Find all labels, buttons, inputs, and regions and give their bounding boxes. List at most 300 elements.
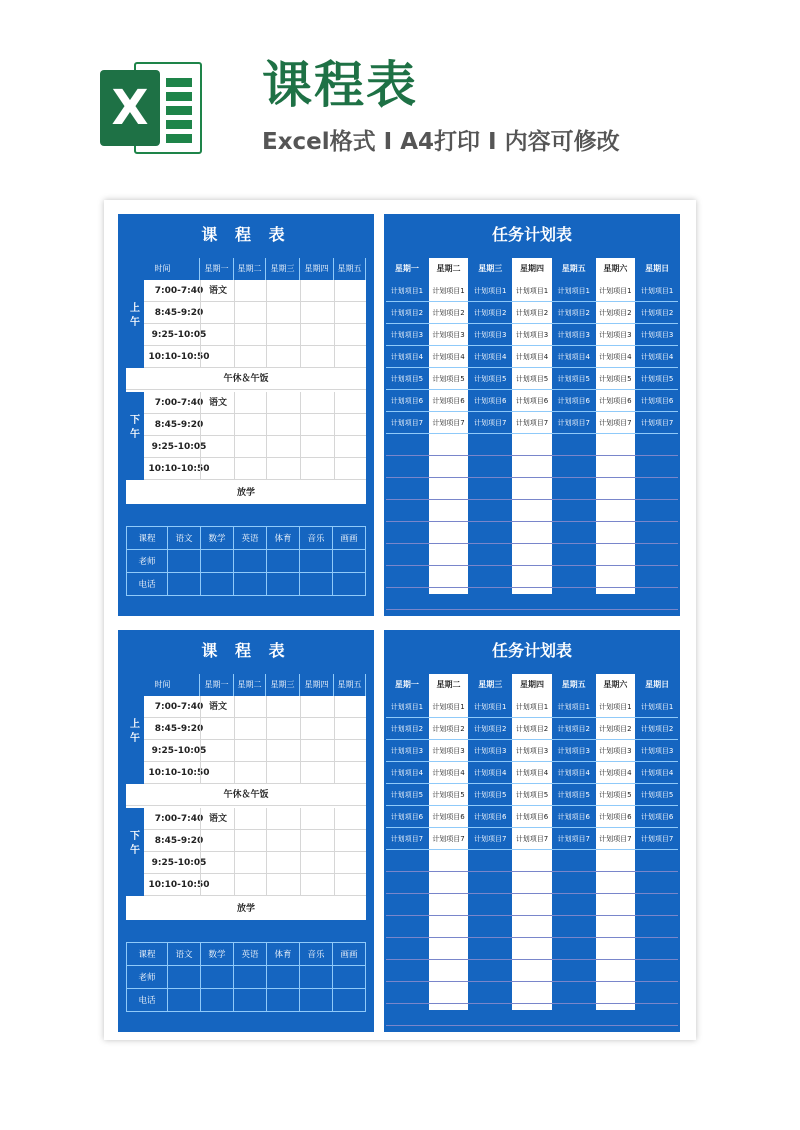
task-day-header: 星期三 — [478, 264, 503, 273]
task-item[interactable]: 计划项目4 — [390, 769, 424, 777]
task-item[interactable]: 计划项目3 — [599, 747, 632, 755]
task-row-divider — [386, 981, 678, 982]
task-item[interactable]: 计划项目5 — [515, 791, 549, 799]
subject-header-cell: 数学 — [201, 527, 234, 550]
task-item[interactable]: 计划项目7 — [515, 835, 549, 843]
task-item[interactable]: 计划项目5 — [557, 375, 590, 383]
task-item[interactable]: 计划项目2 — [390, 309, 424, 317]
schedule-header-cell: 星期四 — [300, 674, 334, 696]
task-item[interactable]: 计划项目1 — [557, 703, 590, 711]
schedule-cell[interactable] — [334, 874, 366, 896]
task-item[interactable]: 计划项目5 — [557, 791, 590, 799]
task-item[interactable]: 计划项目3 — [640, 747, 674, 755]
task-row-divider — [386, 827, 678, 828]
task-item[interactable]: 计划项目7 — [474, 835, 507, 843]
teacher-table-cell[interactable] — [267, 989, 300, 1012]
schedule-header-row — [126, 674, 366, 696]
task-item[interactable]: 计划项目3 — [432, 747, 465, 755]
task-item[interactable]: 计划项目7 — [640, 835, 674, 843]
schedule-cell[interactable] — [300, 458, 334, 480]
time-slot: 7:00-7:40 — [154, 286, 204, 296]
schedule-cell[interactable] — [266, 346, 300, 368]
task-item[interactable]: 计划项目5 — [474, 375, 507, 383]
schedule-cell[interactable] — [234, 696, 266, 718]
schedule-cell-subject[interactable]: 语文 — [200, 696, 234, 718]
task-item[interactable]: 计划项目2 — [640, 725, 674, 733]
task-item[interactable]: 计划项目7 — [474, 419, 507, 427]
task-item[interactable]: 计划项目2 — [474, 725, 507, 733]
schedule-cell[interactable] — [200, 436, 234, 458]
schedule-header-cell: 星期三 — [266, 258, 300, 280]
schedule-cell[interactable] — [300, 740, 334, 762]
teacher-table-cell[interactable] — [267, 550, 300, 573]
schedule-cell[interactable] — [234, 458, 266, 480]
task-item[interactable]: 计划项目4 — [474, 353, 507, 361]
schedule-row — [144, 302, 366, 324]
time-slot: 10:10-10:50 — [148, 880, 210, 890]
task-item[interactable]: 计划项目3 — [474, 331, 507, 339]
task-item[interactable]: 计划项目2 — [599, 725, 632, 733]
task-plan-panel — [384, 630, 680, 1032]
schedule-cell[interactable] — [334, 302, 366, 324]
schedule-cell[interactable] — [266, 324, 300, 346]
time-slot: 10:10-10:50 — [148, 352, 210, 362]
schedule-header-cell: 星期五 — [334, 258, 366, 280]
schedule-cell[interactable] — [300, 436, 334, 458]
task-row-divider — [386, 893, 678, 894]
task-item[interactable]: 计划项目7 — [557, 835, 590, 843]
task-item[interactable]: 计划项目7 — [390, 835, 424, 843]
schedule-cell[interactable] — [334, 324, 366, 346]
task-item[interactable]: 计划项目7 — [432, 835, 465, 843]
schedule-panel — [118, 630, 374, 1032]
schedule-header-cell: 星期四 — [300, 258, 334, 280]
schedule-header-cell: 星期一 — [200, 258, 234, 280]
task-item[interactable]: 计划项目7 — [557, 419, 590, 427]
teacher-table-row-label: 老师 — [127, 966, 168, 989]
period-label — [126, 696, 144, 784]
task-item[interactable]: 计划项目6 — [515, 813, 549, 821]
task-item[interactable]: 计划项目5 — [390, 375, 424, 383]
teacher-table — [126, 942, 366, 1008]
task-day-header: 星期二 — [436, 264, 461, 273]
teacher-table-cell[interactable] — [234, 573, 267, 596]
teacher-table-cell[interactable] — [168, 966, 201, 989]
schedule-header-cell: 星期三 — [266, 674, 300, 696]
task-item[interactable]: 计划项目4 — [599, 353, 632, 361]
schedule-cell[interactable] — [300, 808, 334, 830]
teacher-table-cell[interactable] — [201, 550, 234, 573]
task-row-divider — [386, 609, 678, 610]
task-item[interactable]: 计划项目2 — [432, 309, 465, 317]
period-label-char: 午 — [130, 733, 140, 744]
schedule-cell[interactable] — [334, 696, 366, 718]
teacher-table-cell[interactable] — [234, 550, 267, 573]
period-label-char: 午 — [130, 429, 140, 440]
task-item[interactable]: 计划项目1 — [474, 287, 507, 295]
teacher-table-cell[interactable] — [300, 966, 333, 989]
task-item[interactable]: 计划项目7 — [640, 419, 674, 427]
schedule-cell[interactable] — [234, 830, 266, 852]
task-item[interactable]: 计划项目2 — [515, 309, 549, 317]
schedule-cell[interactable] — [300, 718, 334, 740]
task-item[interactable]: 计划项目3 — [515, 331, 549, 339]
schedule-cell[interactable] — [200, 718, 234, 740]
task-item[interactable]: 计划项目2 — [557, 725, 590, 733]
schedule-cell[interactable] — [266, 414, 300, 436]
task-item[interactable]: 计划项目6 — [432, 397, 465, 405]
task-row-divider — [386, 433, 678, 434]
task-item[interactable]: 计划项目3 — [390, 747, 424, 755]
time-slot: 9:25-10:05 — [151, 330, 207, 340]
schedule-cell-subject[interactable]: 语文 — [200, 392, 234, 414]
task-plan-grid — [386, 674, 678, 1010]
task-row-divider — [386, 455, 678, 456]
subject-header-cell: 体育 — [267, 527, 300, 550]
teacher-table-cell[interactable] — [267, 573, 300, 596]
task-item[interactable]: 计划项目3 — [390, 331, 424, 339]
task-item[interactable]: 计划项目5 — [432, 791, 465, 799]
task-item[interactable]: 计划项目1 — [390, 703, 424, 711]
schedule-cell[interactable] — [200, 830, 234, 852]
schedule-row — [144, 436, 366, 458]
task-row-divider — [386, 915, 678, 916]
schedule-cell[interactable] — [334, 346, 366, 368]
task-item[interactable]: 计划项目5 — [640, 375, 674, 383]
task-item[interactable]: 计划项目6 — [515, 397, 549, 405]
task-item[interactable]: 计划项目4 — [474, 769, 507, 777]
task-row-divider — [386, 587, 678, 588]
time-slot: 8:45-9:20 — [154, 420, 204, 430]
task-row-divider — [386, 367, 678, 368]
task-row-divider — [386, 849, 678, 850]
lunch-break-row: 午休＆午饭 — [126, 368, 366, 390]
schedule-cell[interactable] — [234, 874, 266, 896]
period-label-char: 午 — [130, 845, 140, 856]
schedule-cell[interactable] — [334, 392, 366, 414]
time-slot: 8:45-9:20 — [154, 308, 204, 318]
task-item[interactable]: 计划项目2 — [640, 309, 674, 317]
task-item[interactable]: 计划项目2 — [515, 725, 549, 733]
schedule-cell[interactable] — [334, 808, 366, 830]
schedule-cell[interactable] — [300, 302, 334, 324]
task-row-divider — [386, 323, 678, 324]
schedule-cell[interactable] — [200, 874, 234, 896]
teacher-table-cell[interactable] — [333, 573, 366, 596]
schedule-grid — [126, 674, 366, 920]
schedule-cell[interactable] — [234, 280, 266, 302]
teacher-table-row-label: 电话 — [127, 989, 168, 1012]
schedule-cell[interactable] — [234, 436, 266, 458]
task-item[interactable]: 计划项目2 — [390, 725, 424, 733]
page-header — [0, 0, 800, 200]
task-item[interactable]: 计划项目1 — [557, 287, 590, 295]
task-item[interactable]: 计划项目4 — [390, 353, 424, 361]
schedule-cell[interactable] — [334, 762, 366, 784]
period-label — [126, 808, 144, 896]
task-item[interactable]: 计划项目4 — [557, 353, 590, 361]
schedule-cell[interactable] — [234, 718, 266, 740]
schedule-cell[interactable] — [200, 346, 234, 368]
task-item[interactable]: 计划项目4 — [557, 769, 590, 777]
teacher-table-row-label: 课程 — [127, 527, 168, 550]
schedule-cell[interactable] — [266, 874, 300, 896]
task-day-header: 星期四 — [519, 680, 544, 689]
task-item[interactable]: 计划项目5 — [515, 375, 549, 383]
task-row-divider — [386, 345, 678, 346]
teacher-table-cell[interactable] — [168, 573, 201, 596]
schedule-cell[interactable] — [200, 458, 234, 480]
task-day-header: 星期二 — [436, 680, 461, 689]
schedule-cell[interactable] — [234, 346, 266, 368]
schedule-cell[interactable] — [234, 852, 266, 874]
schedule-cell[interactable] — [300, 414, 334, 436]
schedule-cell[interactable] — [234, 740, 266, 762]
task-item[interactable]: 计划项目6 — [599, 397, 632, 405]
teacher-table-cell[interactable] — [201, 989, 234, 1012]
teacher-table-cell[interactable] — [267, 966, 300, 989]
task-item[interactable]: 计划项目1 — [432, 287, 465, 295]
task-item[interactable]: 计划项目1 — [515, 287, 549, 295]
subject-header-cell: 语文 — [168, 527, 201, 550]
task-item[interactable]: 计划项目7 — [599, 419, 632, 427]
task-item[interactable]: 计划项目1 — [432, 703, 465, 711]
task-plan-grid — [386, 258, 678, 594]
schedule-cell[interactable] — [266, 458, 300, 480]
schedule-cell[interactable] — [234, 392, 266, 414]
schedule-cell[interactable] — [300, 696, 334, 718]
schedule-cell[interactable] — [300, 346, 334, 368]
task-item[interactable]: 计划项目4 — [515, 353, 549, 361]
task-item[interactable]: 计划项目3 — [474, 747, 507, 755]
schedule-cell[interactable] — [334, 436, 366, 458]
schedule-cell[interactable] — [200, 852, 234, 874]
teacher-table-cell[interactable] — [234, 966, 267, 989]
schedule-cell[interactable] — [200, 740, 234, 762]
task-item[interactable]: 计划项目5 — [599, 791, 632, 799]
task-item[interactable]: 计划项目2 — [432, 725, 465, 733]
schedule-cell[interactable] — [334, 740, 366, 762]
task-item[interactable]: 计划项目3 — [599, 331, 632, 339]
task-item[interactable]: 计划项目2 — [557, 309, 590, 317]
time-slot: 7:00-7:40 — [154, 398, 204, 408]
task-item[interactable]: 计划项目5 — [599, 375, 632, 383]
schedule-row — [144, 740, 366, 762]
task-plan-title: 任务计划表 — [491, 641, 572, 660]
task-item[interactable]: 计划项目7 — [515, 419, 549, 427]
teacher-table-cell[interactable] — [201, 573, 234, 596]
task-item[interactable]: 计划项目4 — [432, 353, 465, 361]
task-row-divider — [386, 761, 678, 762]
task-day-header: 星期一 — [394, 264, 419, 273]
schedule-cell[interactable] — [334, 458, 366, 480]
schedule-cell[interactable] — [334, 830, 366, 852]
task-item[interactable]: 计划项目1 — [640, 703, 674, 711]
subject-header-cell: 音乐 — [300, 943, 333, 966]
teacher-table-cell[interactable] — [300, 550, 333, 573]
task-day-header: 星期五 — [561, 680, 586, 689]
schedule-cell[interactable] — [200, 414, 234, 436]
task-item[interactable]: 计划项目4 — [599, 769, 632, 777]
schedule-row — [144, 280, 366, 302]
schedule-cell[interactable] — [334, 280, 366, 302]
task-item[interactable]: 计划项目3 — [557, 331, 590, 339]
period-label-char: 午 — [130, 317, 140, 328]
task-item[interactable]: 计划项目1 — [640, 287, 674, 295]
task-day-header: 星期日 — [645, 680, 670, 689]
schedule-row — [144, 874, 366, 896]
schedule-cell[interactable] — [300, 874, 334, 896]
schedule-cell[interactable] — [234, 762, 266, 784]
schedule-cell[interactable] — [266, 718, 300, 740]
subject-header-cell: 英语 — [234, 527, 267, 550]
period-label — [126, 280, 144, 368]
schedule-cell-subject[interactable]: 语文 — [200, 280, 234, 302]
teacher-table-cell[interactable] — [333, 550, 366, 573]
task-item[interactable]: 计划项目6 — [557, 813, 590, 821]
time-slot: 10:10-10:50 — [148, 768, 210, 778]
schedule-cell[interactable] — [200, 324, 234, 346]
teacher-table-row-label: 课程 — [127, 943, 168, 966]
task-item[interactable]: 计划项目1 — [599, 287, 632, 295]
task-item[interactable]: 计划项目7 — [390, 419, 424, 427]
schedule-cell[interactable] — [266, 830, 300, 852]
schedule-header-row — [126, 258, 366, 280]
schedule-cell[interactable] — [300, 280, 334, 302]
schedule-cell[interactable] — [266, 436, 300, 458]
task-row-divider — [386, 565, 678, 566]
task-item[interactable]: 计划项目3 — [640, 331, 674, 339]
task-item[interactable]: 计划项目2 — [599, 309, 632, 317]
subject-header-cell: 音乐 — [300, 527, 333, 550]
teacher-table-row-label: 老师 — [127, 550, 168, 573]
task-row-divider — [386, 783, 678, 784]
schedule-cell[interactable] — [300, 830, 334, 852]
task-item[interactable]: 计划项目7 — [432, 419, 465, 427]
task-item[interactable]: 计划项目1 — [515, 703, 549, 711]
task-item[interactable]: 计划项目3 — [432, 331, 465, 339]
schedule-row — [144, 414, 366, 436]
teacher-table-cell[interactable] — [168, 550, 201, 573]
task-item[interactable]: 计划项目7 — [599, 835, 632, 843]
schedule-cell[interactable] — [200, 762, 234, 784]
task-day-header: 星期六 — [603, 264, 628, 273]
schedule-cell[interactable] — [266, 392, 300, 414]
teacher-table-cell[interactable] — [201, 966, 234, 989]
task-item[interactable]: 计划项目3 — [557, 747, 590, 755]
task-item[interactable]: 计划项目3 — [515, 747, 549, 755]
task-item[interactable]: 计划项目5 — [640, 791, 674, 799]
task-item[interactable]: 计划项目6 — [640, 813, 674, 821]
task-plan-panel — [384, 214, 680, 616]
schedule-row — [144, 324, 366, 346]
teacher-table-cell[interactable] — [300, 573, 333, 596]
task-item[interactable]: 计划项目6 — [557, 397, 590, 405]
schedule-header-cell: 星期一 — [200, 674, 234, 696]
task-item[interactable]: 计划项目5 — [390, 791, 424, 799]
schedule-cell[interactable] — [266, 762, 300, 784]
schedule-cell[interactable] — [266, 852, 300, 874]
time-slot: 8:45-9:20 — [154, 724, 204, 734]
period-label-char: 下 — [130, 831, 140, 842]
task-row-divider — [386, 499, 678, 500]
time-slot: 8:45-9:20 — [154, 836, 204, 846]
schedule-cell[interactable] — [234, 324, 266, 346]
teacher-table-cell[interactable] — [300, 989, 333, 1012]
schedule-cell[interactable] — [300, 324, 334, 346]
task-day-header: 星期四 — [519, 264, 544, 273]
schedule-grid — [126, 258, 366, 504]
schedule-cell[interactable] — [266, 740, 300, 762]
period-label-char: 上 — [130, 719, 140, 730]
task-item[interactable]: 计划项目6 — [640, 397, 674, 405]
schedule-cell[interactable] — [334, 414, 366, 436]
schedule-cell[interactable] — [334, 718, 366, 740]
task-item[interactable]: 计划项目5 — [474, 791, 507, 799]
task-item[interactable]: 计划项目4 — [432, 769, 465, 777]
task-row-divider — [386, 937, 678, 938]
teacher-table-cell[interactable] — [333, 989, 366, 1012]
time-slot: 7:00-7:40 — [154, 702, 204, 712]
dismissal-row: 放学 — [236, 488, 255, 498]
task-item[interactable]: 计划项目6 — [474, 397, 507, 405]
schedule-cell[interactable] — [266, 280, 300, 302]
task-item[interactable]: 计划项目4 — [515, 769, 549, 777]
schedule-cell-subject[interactable]: 语文 — [200, 808, 234, 830]
schedule-cell[interactable] — [234, 414, 266, 436]
task-item[interactable]: 计划项目6 — [474, 813, 507, 821]
schedule-cell[interactable] — [200, 302, 234, 324]
schedule-cell[interactable] — [266, 808, 300, 830]
task-item[interactable]: 计划项目5 — [432, 375, 465, 383]
task-item[interactable]: 计划项目6 — [390, 813, 424, 821]
task-item[interactable]: 计划项目4 — [640, 769, 674, 777]
task-item[interactable]: 计划项目1 — [474, 703, 507, 711]
teacher-table-cell[interactable] — [234, 989, 267, 1012]
task-item[interactable]: 计划项目1 — [599, 703, 632, 711]
task-item[interactable]: 计划项目2 — [474, 309, 507, 317]
teacher-table-cell[interactable] — [333, 966, 366, 989]
schedule-cell[interactable] — [234, 808, 266, 830]
schedule-cell[interactable] — [266, 696, 300, 718]
schedule-cell[interactable] — [266, 302, 300, 324]
time-slot: 9:25-10:05 — [151, 442, 207, 452]
dismissal-row: 放学 — [236, 904, 255, 914]
teacher-table-cell[interactable] — [168, 989, 201, 1012]
task-item[interactable]: 计划项目6 — [390, 397, 424, 405]
time-slot: 7:00-7:40 — [154, 814, 204, 824]
period-label — [126, 392, 144, 480]
task-item[interactable]: 计划项目6 — [432, 813, 465, 821]
task-item[interactable]: 计划项目1 — [390, 287, 424, 295]
task-day-header: 星期日 — [645, 264, 670, 273]
task-row-divider — [386, 301, 678, 302]
schedule-cell[interactable] — [234, 302, 266, 324]
schedule-cell[interactable] — [300, 852, 334, 874]
schedule-cell[interactable] — [334, 852, 366, 874]
schedule-row — [144, 762, 366, 784]
schedule-row — [144, 718, 366, 740]
task-item[interactable]: 计划项目4 — [640, 353, 674, 361]
schedule-row — [144, 808, 366, 830]
schedule-cell[interactable] — [300, 762, 334, 784]
excel-logo-letter: X — [100, 70, 160, 146]
schedule-cell[interactable] — [300, 392, 334, 414]
task-row-divider — [386, 411, 678, 412]
teacher-table-row-label: 电话 — [127, 573, 168, 596]
task-item[interactable]: 计划项目6 — [599, 813, 632, 821]
period-label-char: 下 — [130, 415, 140, 426]
